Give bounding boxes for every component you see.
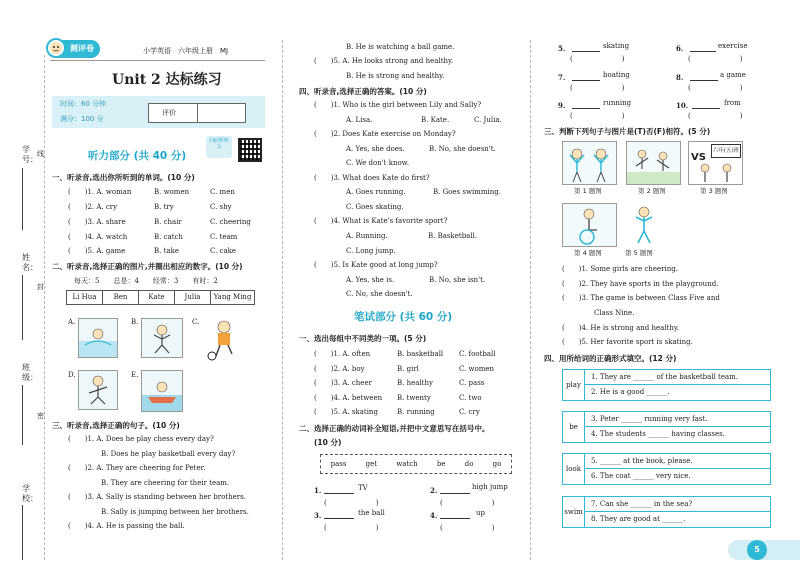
seal-line-label: 封 [37, 283, 44, 291]
option-a: A. Yes, she does. [346, 145, 405, 153]
list-item: ( )5. A. He looks strong and healthy. [314, 57, 454, 65]
list-item: ( )3. A. cheer [314, 379, 372, 387]
list-item: ( )3. A. Sally is standing between her brothers. [68, 493, 246, 501]
list-item: ( )3. What does Kate do first? [314, 174, 430, 182]
course-info: 小学英语 六年级上册 MJ [143, 47, 229, 55]
binding-line [44, 55, 45, 560]
qr-code-icon [238, 138, 262, 162]
word-group-be [562, 411, 771, 443]
fill-line[interactable]: 1. They are ______ of the basketball team. [585, 370, 770, 385]
option-b: B. twenty [397, 394, 431, 402]
option-c: C. We don't know. [346, 159, 410, 167]
listening-s3-title: 三、听录音,选择正确的句子。(10 分) [52, 421, 180, 430]
blank-line[interactable] [572, 51, 600, 52]
blank-line[interactable] [440, 518, 470, 519]
option-b: B. girl [397, 365, 419, 373]
listening-s4-title: 四、听录音,选择正确的答案。(10 分) [299, 87, 427, 96]
time-info: 时间：60 分钟 [60, 100, 107, 108]
name-cell: Li Hua [67, 291, 103, 305]
list-item: ( )2. A. cry [68, 203, 118, 211]
list-item: ( )1. Some girls are cheering. [562, 265, 678, 273]
secret-line-label: 密 [37, 412, 44, 420]
list-item: B. Sally is jumping between her brothers. [101, 508, 249, 516]
list-item: ( )1. A. woman [68, 188, 132, 196]
class-banner: 六年(五)班 [711, 144, 741, 158]
option-c: C. Goes skating. [346, 203, 404, 211]
item-number: 2. [430, 486, 438, 495]
pic-label: E. [131, 371, 139, 379]
page-number: 5 [747, 540, 767, 560]
option-a: A. Yes, she is. [346, 276, 395, 284]
blank-line[interactable] [690, 80, 718, 81]
written-s4-title: 四、用所给词的正确形式填空。(12 分) [544, 354, 677, 363]
picture-5-skating-girl[interactable] [626, 203, 661, 247]
option-b: B. Basketball. [428, 232, 478, 240]
word-bank-item: go [492, 459, 502, 468]
picture-caption: 第 5 题图 [625, 249, 653, 257]
list-item: ( )4. A. watch [68, 233, 128, 241]
score-info: 满分：100 分 [60, 115, 104, 123]
mascot-icon [46, 38, 66, 58]
answer-parens[interactable]: ( ) [688, 55, 743, 63]
list-item: B. They are cheering for their team. [101, 479, 230, 487]
fill-line[interactable]: 8. They are good at ______. [591, 515, 686, 524]
pic-label: C. [192, 318, 200, 326]
option-b: B. women [154, 188, 190, 196]
school-field[interactable] [22, 505, 42, 560]
list-item: ( )5. A. skating [314, 408, 378, 416]
picture-1-cheering-girls[interactable] [562, 141, 617, 185]
list-item: ( )3. The game is between Class Five and [562, 294, 720, 302]
list-item: ( )2. A. They are cheering for Peter. [68, 464, 206, 472]
answer-parens[interactable]: ( ) [440, 499, 495, 507]
written-s3-title: 三、判断下列句子与图片是(T)否(F)相符。(5 分) [544, 127, 711, 136]
list-item: Class Nine. [594, 309, 635, 317]
cut-line-label: 线 [37, 150, 44, 158]
option-a: A. Lisa. [346, 116, 373, 124]
option-b: B. healthy [397, 379, 433, 387]
option-b: B. take [154, 247, 179, 255]
student-no-field[interactable] [22, 168, 42, 230]
option-c: C. team [210, 233, 238, 241]
blank-line[interactable] [690, 51, 716, 52]
unit-title: Unit 2 达标练习 [112, 72, 222, 88]
fill-line[interactable]: 3. Peter ______ running very fast. [585, 412, 770, 427]
phrase-text: skating [603, 42, 630, 50]
option-a: A. Goes running. [346, 188, 406, 196]
word-bank-item: get [365, 459, 378, 468]
item-number: 3. [314, 511, 322, 520]
fill-line[interactable]: 7. Can she ______ in the sea? [585, 497, 770, 512]
item-number: 9. [558, 101, 566, 110]
phrase-text: running [603, 99, 632, 107]
fill-line[interactable]: 5. ______ at the book, please. [585, 454, 770, 469]
option-c: C. men [210, 188, 235, 196]
option-c: C. Julia. [474, 116, 502, 124]
answer-parens[interactable]: ( ) [688, 112, 743, 120]
pic-label: B. [131, 318, 139, 326]
answer-parens[interactable]: ( ) [570, 55, 625, 63]
list-item: ( )2. A. boy [314, 365, 365, 373]
phrase-text: TV [358, 484, 368, 492]
option-c: C. cheering [210, 218, 251, 226]
written-s2-score: (10 分) [314, 438, 342, 447]
phrase-text: the ball [358, 509, 385, 517]
picture-e-boating[interactable] [141, 370, 183, 412]
picture-2-playground[interactable] [626, 141, 681, 185]
answer-parens[interactable]: ( ) [324, 499, 379, 507]
item-number: 10. [676, 101, 689, 110]
list-item: ( )3. A. share [68, 218, 126, 226]
word-group-look [562, 453, 771, 485]
list-item: B. Does he play basketball every day? [101, 450, 236, 458]
phrase-text: up [476, 509, 485, 517]
picture-c-football[interactable] [202, 318, 244, 362]
list-item: ( )4. A. He is passing the ball. [68, 522, 185, 530]
phrase-text: boating [603, 71, 630, 79]
option-b: B. running [397, 408, 435, 416]
option-c: C. Long jump. [346, 247, 396, 255]
answer-parens[interactable]: ( ) [570, 112, 625, 120]
option-b: B. catch [154, 233, 183, 241]
picture-caption: 第 4 题图 [574, 249, 602, 257]
listening-s1-title: 一、听录音,选出你所听到的单词。(10 分) [52, 173, 195, 182]
option-c: C. shy [210, 203, 232, 211]
phrase-text: exercise [718, 42, 748, 50]
name-cell: Yang Ming [211, 291, 255, 305]
names-table [66, 290, 255, 305]
option-b: B. chair [154, 218, 182, 226]
group-word: swim [563, 497, 585, 527]
name-cell: Julia [175, 291, 211, 305]
option-b: B. No, she doesn't. [429, 145, 496, 153]
option-c: C. pass [459, 379, 485, 387]
evaluation-label: 评价 [162, 109, 176, 117]
listening-s2-title: 二、听录音,选择正确的图片,并圈出相应的数字。(10 分) [52, 262, 243, 271]
picture-4-wheelchair[interactable] [562, 203, 617, 247]
fill-line[interactable]: 2. He is a good ______. [591, 388, 670, 397]
phrase-text: high jump [472, 483, 508, 491]
option-c: C. cake [210, 247, 237, 255]
picture-d-skating[interactable] [78, 370, 118, 410]
picture-caption: 第 3 题图 [700, 187, 728, 195]
option-c: C. No, she doesn't. [346, 290, 413, 298]
pic-label: D. [68, 371, 76, 379]
option-b: B. try [154, 203, 174, 211]
fill-line[interactable]: 6. The coat ______ very nice. [591, 472, 691, 481]
blank-line[interactable] [324, 493, 354, 494]
blank-line[interactable] [572, 80, 600, 81]
list-item: ( )1. A. often [314, 350, 371, 358]
answer-parens[interactable]: ( ) [324, 524, 379, 532]
option-c: C. football [459, 350, 496, 358]
blank-line[interactable] [440, 493, 470, 494]
list-item: ( )2. Does Kate exercise on Monday? [314, 130, 456, 138]
list-item: ( )1. Who is the girl between Lily and Sally? [314, 101, 482, 109]
group-word: play [563, 370, 585, 400]
answer-parens[interactable]: ( ) [440, 524, 495, 532]
answer-parens[interactable]: ( ) [688, 84, 743, 92]
list-item: ( )4. What is Kate's favorite sport? [314, 217, 448, 225]
list-item: ( )5. A. game [68, 247, 126, 255]
word-bank-item: do [464, 459, 474, 468]
name-cell: Kate [139, 291, 175, 305]
option-b: B. No, she isn't. [429, 276, 486, 284]
vs-label: VS [691, 152, 706, 163]
option-b: B. Kate. [421, 116, 450, 124]
option-a: A. Running. [346, 232, 388, 240]
phrase-text: a game [720, 71, 746, 79]
picture-3-class-game[interactable] [688, 141, 743, 185]
name-cell: Ben [103, 291, 139, 305]
pic-label: A. [68, 318, 76, 326]
list-item: ( )4. He is strong and healthy. [562, 324, 680, 332]
option-b: B. basketball [397, 350, 444, 358]
column-divider [530, 40, 531, 560]
blank-line[interactable] [324, 518, 354, 519]
student-no-label: 学号： [22, 145, 38, 164]
written-part-title: 笔试部分 (共 60 分) [354, 311, 453, 323]
frequency-numbers: 每天：5 总是：4 经常：3 有时：2 [74, 277, 218, 285]
column-divider [282, 40, 283, 560]
list-item: B. He is strong and healthy. [346, 72, 445, 80]
listening-part-title: 听力部分 (共 40 分) [88, 150, 187, 162]
school-label: 学校： [22, 484, 38, 503]
option-c: C. cry [459, 408, 480, 416]
word-group-play [562, 369, 771, 401]
evaluation-divider [197, 103, 198, 123]
written-s1-title: 一、选出每组中不同类的一项。(5 分) [299, 334, 427, 343]
written-s2-title: 二、选择正确的动词补全短语,并把中文意思写在括号中。 [299, 424, 490, 433]
blank-line[interactable] [692, 108, 720, 109]
word-bank-item: pass [330, 459, 347, 468]
list-item: ( )1. A. Does he play chess every day? [68, 435, 214, 443]
word-bank-item: be [436, 459, 446, 468]
item-number: 1. [314, 486, 322, 495]
fill-line[interactable]: 4. The students ______ having classes. [591, 430, 725, 439]
item-number: 6. [676, 44, 684, 53]
badge: 测评卷 [50, 40, 100, 58]
class-label: 班级： [22, 363, 38, 382]
qr-caption: 扫码听听力 [206, 136, 232, 158]
picture-caption: 第 1 题图 [574, 187, 602, 195]
list-item: B. He is watching a ball game. [346, 43, 455, 51]
phrase-text: from [724, 99, 741, 107]
group-word: be [563, 412, 585, 442]
option-c: C. women [459, 365, 495, 373]
item-number: 5. [558, 44, 566, 53]
name-label: 姓名： [22, 253, 38, 272]
answer-parens[interactable]: ( ) [570, 84, 625, 92]
list-item: ( )5. Is Kate good at long jump? [314, 261, 438, 269]
word-bank [320, 454, 512, 474]
header-divider [50, 60, 265, 61]
option-c: C. two [459, 394, 482, 402]
group-word: look [563, 454, 585, 484]
item-number: 4. [430, 511, 438, 520]
picture-b-jumping[interactable] [141, 318, 183, 358]
item-number: 7. [558, 73, 566, 82]
picture-a-swimming[interactable] [78, 318, 118, 358]
list-item: ( )5. Her favorite sport is skating. [562, 338, 693, 346]
word-group-swim [562, 496, 771, 528]
list-item: ( )2. They have sports in the playground. [562, 280, 719, 288]
list-item: ( )4. A. between [314, 394, 383, 402]
picture-caption: 第 2 题图 [638, 187, 666, 195]
word-bank-item: watch [396, 459, 418, 468]
item-number: 8. [676, 73, 684, 82]
blank-line[interactable] [572, 108, 600, 109]
option-b: B. Goes swimming. [433, 188, 501, 196]
